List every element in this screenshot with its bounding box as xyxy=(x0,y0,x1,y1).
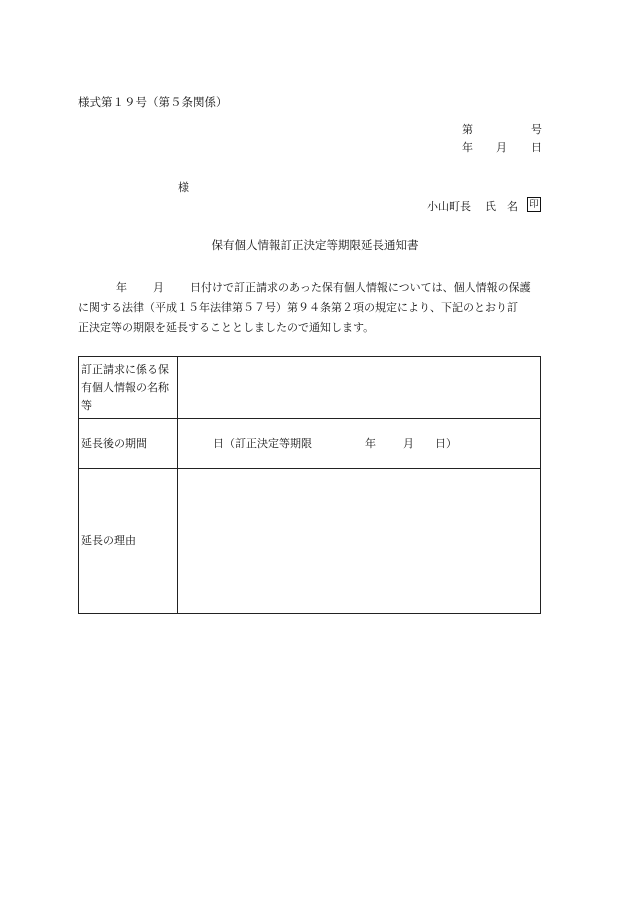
addressee-suffix: 様 xyxy=(178,181,189,194)
doc-number-go: 号 xyxy=(531,123,542,136)
sender-shi: 氏 xyxy=(485,200,496,213)
seal-stamp: 印 xyxy=(527,197,541,212)
body-paragraph xyxy=(78,278,548,338)
form-number: 様式第１９号（第５条関係） xyxy=(78,95,228,109)
body-year: 年 xyxy=(116,281,127,294)
table-row-reason xyxy=(79,469,540,613)
table-divider xyxy=(177,357,178,418)
table-divider xyxy=(177,419,178,468)
table-divider xyxy=(177,469,178,613)
date-day: 日 xyxy=(531,141,542,154)
ext-day-close: 日） xyxy=(435,437,457,450)
ext-month: 月 xyxy=(403,437,414,450)
body-line-1-text: 日付けで訂正請求のあった保有個人情報については、個人情報の保護 xyxy=(190,281,531,294)
body-month: 月 xyxy=(153,281,164,294)
sender-title: 小山町長 xyxy=(427,200,471,213)
ext-day-deadline: 日（訂正決定等期限 xyxy=(213,437,312,450)
date-year: 年 xyxy=(462,141,473,154)
row-label-reason: 延長の理由 xyxy=(81,534,136,547)
row-label-period: 延長後の期間 xyxy=(81,437,147,450)
row-label-name: 訂正請求に係る保有個人情報の名称等 xyxy=(81,363,169,412)
table-row-name xyxy=(79,357,540,419)
date-month: 月 xyxy=(496,141,507,154)
table-row-period xyxy=(79,419,540,469)
document-title: 保有個人情報訂正決定等期限延長通知書 xyxy=(211,238,419,252)
body-line-2: に関する法律（平成１５年法律第５７号）第９４条第２項の規定により、下記のとおり訂 xyxy=(78,301,518,314)
sender-mei: 名 xyxy=(507,200,518,213)
body-line-3: 正決定等の期限を延長することとしましたので通知します。 xyxy=(78,321,375,334)
info-table xyxy=(78,356,541,614)
body-line-1 xyxy=(78,278,548,298)
doc-number-dai: 第 xyxy=(462,123,473,136)
ext-year: 年 xyxy=(365,437,376,450)
